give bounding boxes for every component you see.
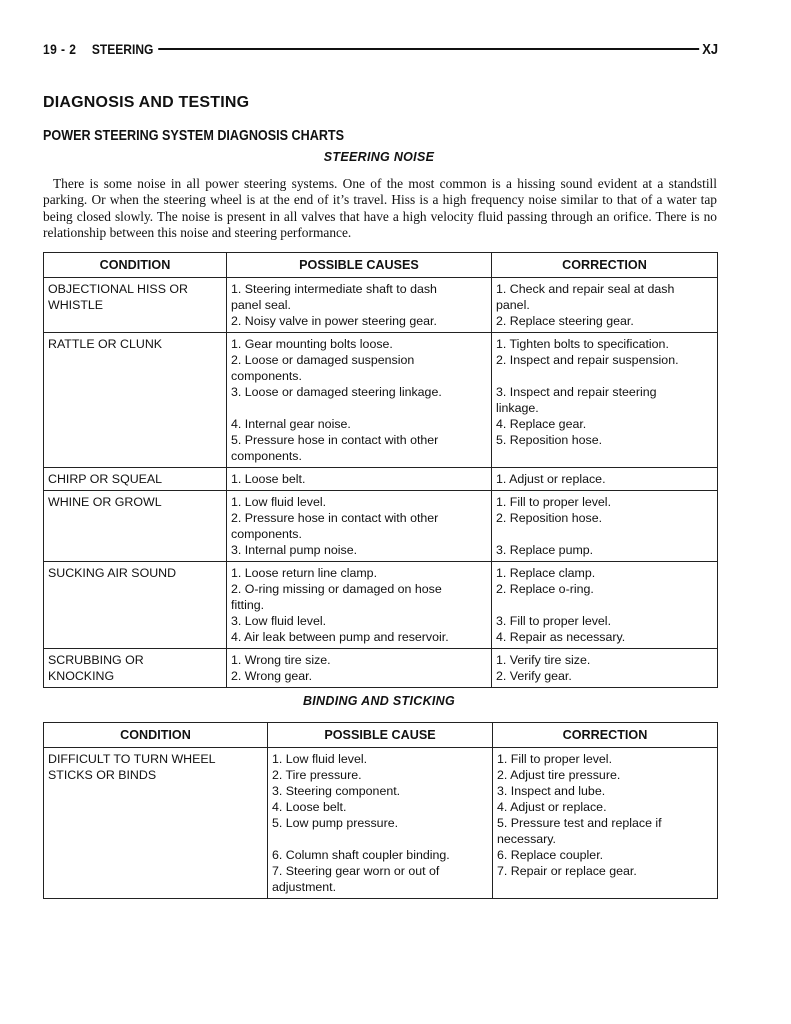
cell-line: 5. Pressure hose in contact with other (231, 433, 439, 447)
cell-line: 4. Internal gear noise. (231, 417, 351, 431)
cell-line: 1. Steering intermediate shaft to dash (231, 282, 437, 296)
cell-line: 3. Inspect and repair steering (496, 385, 657, 399)
cell-line: 3. Loose or damaged steering linkage. (231, 385, 442, 399)
condition-cell (44, 333, 227, 468)
table-row (44, 333, 718, 468)
cell-line: components. (231, 449, 302, 463)
cell-line (496, 597, 713, 613)
cell-line: KNOCKING (48, 669, 115, 683)
cell-line: 2. Loose or damaged suspension (231, 353, 415, 367)
cell-line: adjustment. (272, 880, 337, 894)
corrections-cell (492, 278, 718, 333)
header-condition: CONDITION (44, 723, 268, 748)
table-row (44, 278, 718, 333)
causes-cell (227, 562, 492, 649)
header-condition: CONDITION (44, 253, 227, 278)
condition-cell (44, 278, 227, 333)
header-correction: CORRECTION (493, 723, 718, 748)
cell-line: 1. Low fluid level. (231, 495, 327, 509)
cell-line: 2. Tire pressure. (272, 768, 362, 782)
corrections-cell (492, 562, 718, 649)
section-heading: DIAGNOSIS AND TESTING (43, 94, 250, 111)
cell-line: 1. Fill to proper level. (496, 495, 612, 509)
cell-line (496, 368, 713, 384)
table-row (44, 491, 718, 562)
corrections-cell (493, 748, 718, 899)
condition-cell (44, 562, 227, 649)
cell-line: 3. Low fluid level. (231, 614, 327, 628)
cell-line: 4. Repair as necessary. (496, 630, 626, 644)
header-correction: CORRECTION (492, 253, 718, 278)
steering-noise-title: STEERING NOISE (323, 150, 435, 164)
cell-line: WHINE OR GROWL (48, 495, 162, 509)
cell-line (231, 400, 487, 416)
table-row (44, 649, 718, 688)
steering-noise-table (43, 252, 718, 688)
cell-line: panel. (496, 298, 530, 312)
cell-line: 1. Low fluid level. (272, 752, 368, 766)
cell-line: 2. Replace steering gear. (496, 314, 634, 328)
cell-line: 1. Wrong tire size. (231, 653, 331, 667)
corrections-cell (492, 491, 718, 562)
header-rule (159, 48, 699, 50)
corrections-cell (492, 649, 718, 688)
cell-line (272, 831, 488, 847)
cell-line: panel seal. (231, 298, 291, 312)
cell-line: 1. Fill to proper level. (497, 752, 613, 766)
cell-line: 2. Noisy valve in power steering gear. (231, 314, 437, 328)
cell-line: DIFFICULT TO TURN WHEEL (48, 752, 216, 766)
table-row (44, 468, 718, 491)
cell-line: 5. Reposition hose. (496, 433, 603, 447)
cell-line: 1. Verify tire size. (496, 653, 591, 667)
cell-line: 5. Low pump pressure. (272, 816, 399, 830)
cell-line: 1. Adjust or replace. (496, 472, 606, 486)
header-possible-cause: POSSIBLE CAUSE (268, 723, 493, 748)
corrections-cell (492, 333, 718, 468)
table-row (44, 562, 718, 649)
cell-line: 2. Pressure hose in contact with other (231, 511, 439, 525)
cell-line: necessary. (497, 832, 556, 846)
cell-line: 4. Adjust or replace. (497, 800, 607, 814)
cell-line: 2. Reposition hose. (496, 511, 603, 525)
causes-cell (227, 333, 492, 468)
cell-line: 4. Air leak between pump and reservoir. (231, 630, 449, 644)
corrections-cell (492, 468, 718, 491)
cell-line: 1. Replace clamp. (496, 566, 596, 580)
cell-line: OBJECTIONAL HISS OR (48, 282, 188, 296)
cell-line: 5. Pressure test and replace if (497, 816, 662, 830)
causes-cell (268, 748, 493, 899)
cell-line: 7. Steering gear worn or out of (272, 864, 440, 878)
cell-line: RATTLE OR CLUNK (48, 337, 163, 351)
condition-cell (44, 468, 227, 491)
table-header-row (44, 723, 718, 748)
condition-cell (44, 748, 268, 899)
cell-line: 2. Adjust tire pressure. (497, 768, 621, 782)
causes-cell (227, 491, 492, 562)
cell-line: 6. Column shaft coupler binding. (272, 848, 450, 862)
cell-line: SUCKING AIR SOUND (48, 566, 177, 580)
cell-line: 6. Replace coupler. (497, 848, 604, 862)
cell-line: 3. Inspect and lube. (497, 784, 606, 798)
cell-line: 1. Gear mounting bolts loose. (231, 337, 393, 351)
causes-cell (227, 468, 492, 491)
cell-line: linkage. (496, 401, 539, 415)
cell-line: STICKS OR BINDS (48, 768, 157, 782)
cell-line: CHIRP OR SQUEAL (48, 472, 163, 486)
cell-line: 1. Loose belt. (231, 472, 306, 486)
binding-sticking-title: BINDING AND STICKING (302, 694, 456, 708)
cell-line: 3. Replace pump. (496, 543, 594, 557)
steering-noise-intro: There is some noise in all power steering systems. One of the most common is a hissing sound evident at a standstill parking. Or when the steering wheel is at the end of it’s travel. Hiss is a high frequency noise similar to that of a water tap being closed slowly. The noise is present in all valves that have a high velocity fluid passing through an orifice. There is no relationship between this noise and steering performance. (43, 176, 717, 240)
model-code: XJ (702, 40, 719, 58)
cell-line: 3. Steering component. (272, 784, 401, 798)
cell-line: 2. O-ring missing or damaged on hose (231, 582, 442, 596)
cell-line: 2. Replace o-ring. (496, 582, 594, 596)
header-possible-causes: POSSIBLE CAUSES (227, 253, 492, 278)
cell-line: 2. Wrong gear. (231, 669, 313, 683)
cell-line (496, 526, 713, 542)
causes-cell (227, 278, 492, 333)
cell-line: 1. Tighten bolts to specification. (496, 337, 669, 351)
cell-line: WHISTLE (48, 298, 104, 312)
cell-line: 4. Replace gear. (496, 417, 587, 431)
condition-cell (44, 649, 227, 688)
binding-sticking-table (43, 722, 718, 899)
subsection-heading: POWER STEERING SYSTEM DIAGNOSIS CHARTS (43, 127, 345, 144)
cell-line: components. (231, 527, 302, 541)
cell-line: 7. Repair or replace gear. (497, 864, 637, 878)
cell-line: 1. Check and repair seal at dash (496, 282, 675, 296)
cell-line: SCRUBBING OR (48, 653, 144, 667)
section-name: STEERING (91, 41, 154, 57)
cell-line: 2. Verify gear. (496, 669, 572, 683)
cell-line: 2. Inspect and repair suspension. (496, 353, 679, 367)
cell-line: 1. Loose return line clamp. (231, 566, 378, 580)
cell-line: 3. Internal pump noise. (231, 543, 358, 557)
condition-cell (44, 491, 227, 562)
causes-cell (227, 649, 492, 688)
cell-line: components. (231, 369, 302, 383)
cell-line: 3. Fill to proper level. (496, 614, 612, 628)
cell-line: 4. Loose belt. (272, 800, 347, 814)
table-header-row (44, 253, 718, 278)
table-row (44, 748, 718, 899)
page-number: 19 - 2 (43, 41, 77, 57)
running-head (43, 38, 718, 60)
cell-line: fitting. (231, 598, 265, 612)
